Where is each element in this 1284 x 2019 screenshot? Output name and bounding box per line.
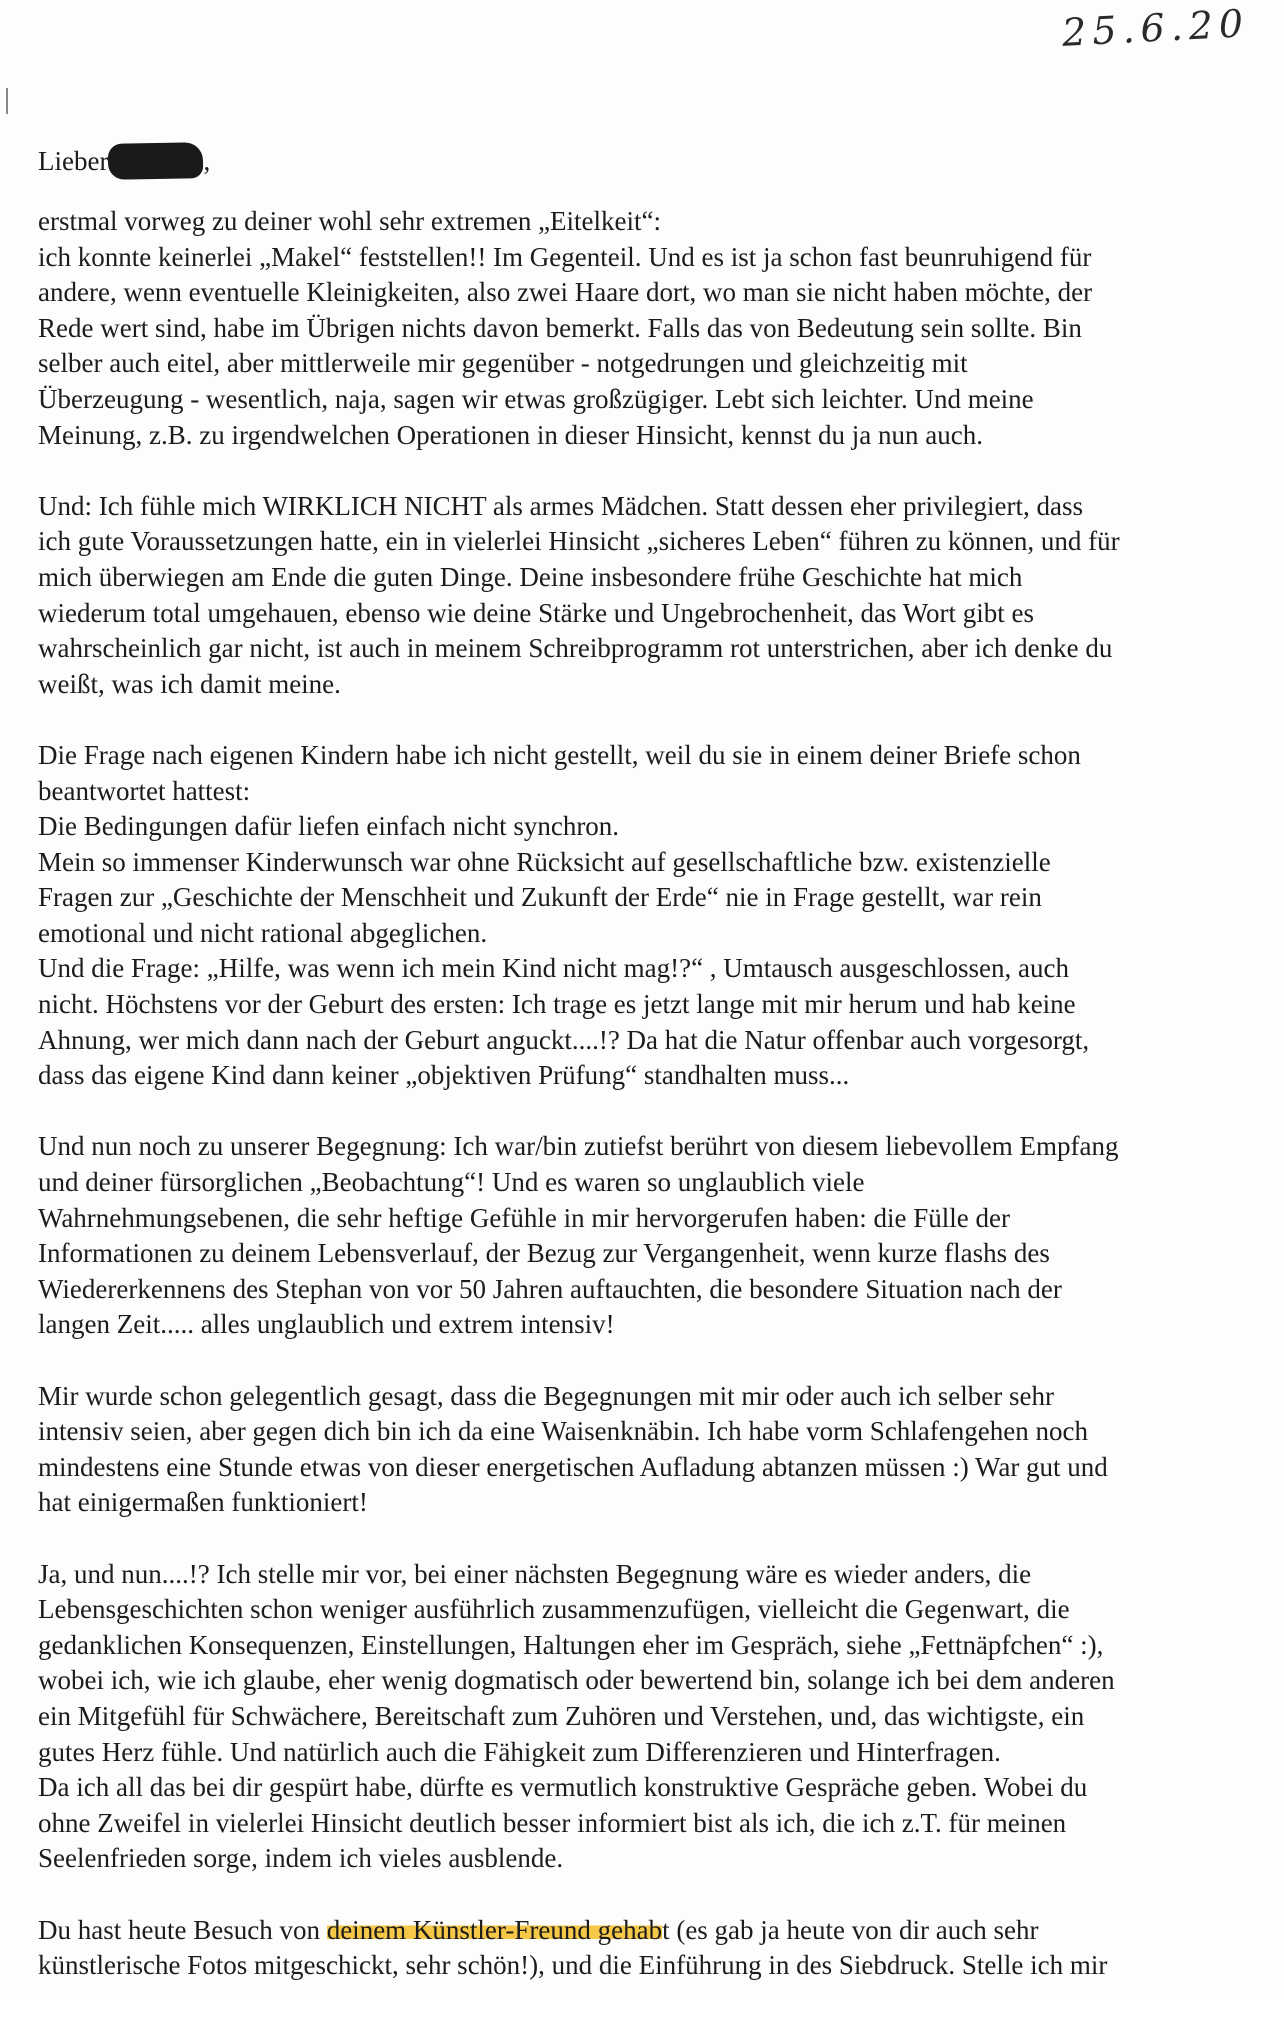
redacted-name: Stephan <box>108 142 204 180</box>
text-line: Meinung, z.B. zu irgendwelchen Operationen in dieser Hinsicht, kennst du ja nun auch. <box>38 419 984 450</box>
paragraph <box>38 1557 1260 1877</box>
text-line <box>38 1913 1260 1949</box>
paragraph <box>38 489 1260 703</box>
text-line: erstmal vorweg zu deiner wohl sehr extremen „Eitelkeit“: <box>38 206 662 236</box>
handwritten-date: 25.6.20 <box>1060 1 1251 55</box>
paragraph <box>38 1379 1260 1521</box>
text-line: ich konnte keinerlei „Makel“ feststellen!! Im Gegenteil. Und es ist ja schon fast beunruhigend für <box>38 241 1092 272</box>
text-line: Und die Frage: „Hilfe, was wenn ich mein Kind nicht mag!?“ , Umtausch ausgeschlossen, auch <box>38 953 1069 984</box>
salutation-comma: , <box>203 146 211 176</box>
text-line: Ahnung, wer mich dann nach der Geburt anguckt....!? Da hat die Natur offenbar auch vorgesorgt, <box>38 1024 1090 1055</box>
text-line: ein Mitgefühl für Schwächere, Bereitschaft zum Zuhören und Verstehen, und, das wichtigste, ein <box>38 1700 1085 1731</box>
text-line: Und: Ich fühle mich WIRKLICH NICHT als armes Mädchen. Statt dessen eher privilegiert, dass <box>38 490 1083 521</box>
text-line: Ja, und nun....!? Ich stelle mir vor, bei einer nächsten Begegnung wäre es wieder anders, die <box>38 1558 1032 1589</box>
letter-body <box>38 204 1260 2019</box>
scan-margin-mark <box>6 88 8 114</box>
text-line: ohne Zweifel in vielerlei Hinsicht deutlich besser informiert bist als ich, die ich z.T. für meinen <box>38 1807 1067 1838</box>
text-line: Die Frage nach eigenen Kindern habe ich nicht gestellt, weil du sie in einem deiner Briefe schon <box>38 739 1081 770</box>
salutation <box>38 143 210 179</box>
text-line: Mir wurde schon gelegentlich gesagt, dass die Begegnungen mit mir oder auch ich selber sehr <box>38 1380 1054 1411</box>
paragraph-last <box>38 1913 1260 1984</box>
text-segment: t (es gab ja heute von dir auch sehr <box>662 1914 1039 1945</box>
text-line: dass das eigene Kind dann keiner „objektiven Prüfung“ standhalten muss... <box>38 1060 850 1091</box>
text-line: mich überwiegen am Ende die guten Dinge. Deine insbesondere frühe Geschichte hat mich <box>38 561 1023 592</box>
text-line: mindestens eine Stunde etwas von dieser energetischen Aufladung abtanzen müssen :) War gut und <box>38 1451 1108 1482</box>
text-line: emotional und nicht rational abgeglichen. <box>38 917 488 948</box>
text-line: andere, wenn eventuelle Kleinigkeiten, also zwei Haare dort, wo man sie nicht haben möchte, der <box>38 277 1093 308</box>
highlighted-phrase: deinem Künstler-Freund gehab <box>326 1914 663 1945</box>
text-line: weißt, was ich damit meine. <box>38 668 341 699</box>
paragraph <box>38 1129 1260 1343</box>
text-line: beantwortet hattest: <box>38 775 251 806</box>
text-line: nicht. Höchstens vor der Geburt des ersten: Ich trage es jetzt lange mit mir herum und hab keine <box>38 989 1076 1020</box>
text-line: ich gute Voraussetzungen hatte, ein in vielerlei Hinsicht „sicheres Leben“ führen zu können, und für <box>38 526 1120 557</box>
text-line: Seelenfrieden sorge, indem ich vieles ausblende. <box>38 1843 564 1874</box>
text-line: hat einigermaßen funktioniert! <box>38 1487 368 1518</box>
text-line: Mein so immenser Kinderwunsch war ohne Rücksicht auf gesellschaftliche bzw. existenzielle <box>38 846 1051 877</box>
text-line: künstlerische Fotos mitgeschickt, sehr schön!), und die Einführung in des Siebdruck. Stelle ich mir <box>38 1950 1108 1981</box>
text-line: wiederum total umgehauen, ebenso wie deine Stärke und Ungebrochenheit, das Wort gibt es <box>38 597 1035 628</box>
text-line: selber auch eitel, aber mittlerweile mir gegenüber - notgedrungen und gleichzeitig mit <box>38 348 968 379</box>
paragraph <box>38 204 1260 453</box>
text-line: Rede wert sind, habe im Übrigen nichts davon bemerkt. Falls das von Bedeutung sein sollte. Bin <box>38 312 1082 343</box>
text-line: Wahrnehmungsebenen, die sehr heftige Gefühle in mir hervorgerufen haben: die Fülle der <box>38 1202 1010 1233</box>
paragraph <box>38 738 1260 1094</box>
text-line: Überzeugung - wesentlich, naja, sagen wir etwas großzügiger. Lebt sich leichter. Und meine <box>38 383 1034 414</box>
text-line: Die Bedingungen dafür liefen einfach nicht synchron. <box>38 811 620 842</box>
text-line: gutes Herz fühle. Und natürlich auch die Fähigkeit zum Differenzieren und Hinterfragen. <box>38 1736 1001 1767</box>
text-segment: Du hast heute Besuch von <box>38 1914 327 1945</box>
text-line: wahrscheinlich gar nicht, ist auch in meinem Schreibprogramm rot unterstrichen, aber ich denke du <box>38 633 1113 664</box>
text-line: Und nun noch zu unserer Begegnung: Ich war/bin zutiefst berührt von diesem liebevollem Empfang <box>38 1131 1119 1162</box>
text-line: und deiner fürsorglichen „Beobachtung“! Und es waren so unglaublich viele <box>38 1167 865 1198</box>
text-line: gedanklichen Konsequenzen, Einstellungen, Haltungen eher im Gespräch, siehe „Fettnäpfchen“ :), <box>38 1629 1104 1660</box>
text-line: Da ich all das bei dir gespürt habe, dürfte es vermutlich konstruktive Gespräche geben. Wobei du <box>38 1772 1088 1803</box>
text-line: Informationen zu deinem Lebensverlauf, der Bezug zur Vergangenheit, wenn kurze flashs des <box>38 1238 1050 1269</box>
text-line: Wiedererkennens des Stephan von vor 50 Jahren auftauchten, die besondere Situation nach der <box>38 1273 1062 1304</box>
text-line: langen Zeit..... alles unglaublich und extrem intensiv! <box>38 1309 615 1340</box>
text-line: Fragen zur „Geschichte der Menschheit und Zukunft der Erde“ nie in Frage gestellt, war rein <box>38 882 1042 913</box>
text-line: intensiv seien, aber gegen dich bin ich da eine Waisenknäbin. Ich habe vorm Schlafengehen noch <box>38 1416 1088 1447</box>
salutation-prefix: Lieber <box>38 146 109 176</box>
text-line: wobei ich, wie ich glaube, eher wenig dogmatisch oder bewertend bin, solange ich bei dem anderen <box>38 1665 1115 1696</box>
text-line: Lebensgeschichten schon weniger ausführlich zusammenzufügen, vielleicht die Gegenwart, die <box>38 1594 1070 1625</box>
